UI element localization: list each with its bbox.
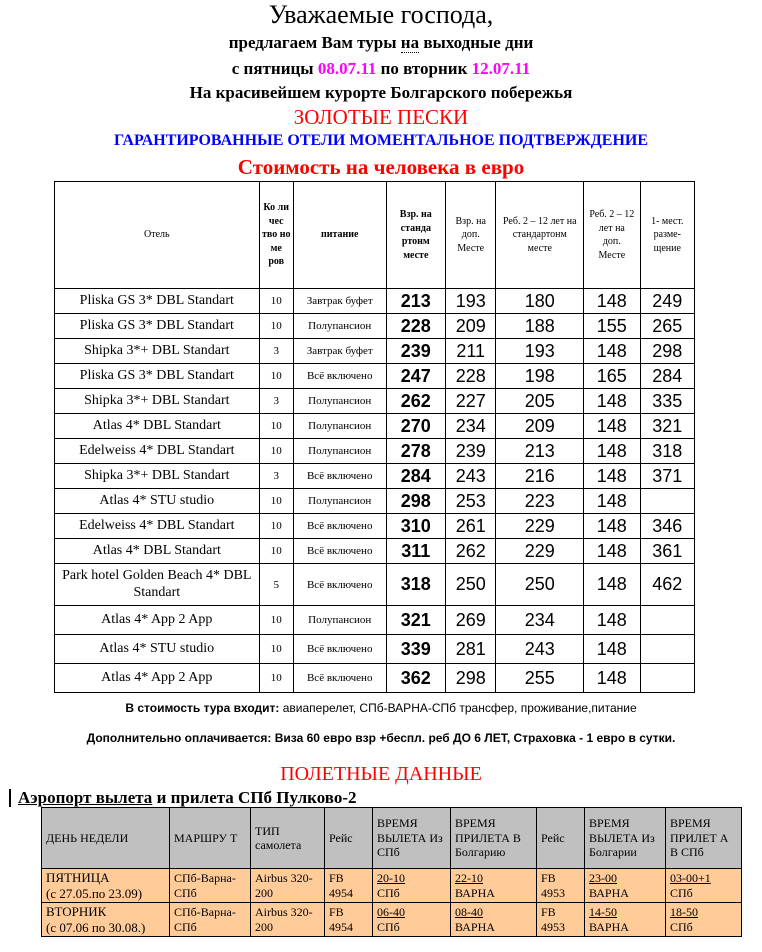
- single-price: 321: [640, 414, 694, 439]
- price-row: [55, 339, 695, 364]
- price-row: [55, 606, 695, 635]
- price-row: [55, 464, 695, 489]
- room-count-cell: 3: [259, 389, 293, 414]
- meal-cell: Завтрак буфет: [293, 339, 386, 364]
- included-note: [0, 701, 762, 715]
- weekday: ПЯТНИЦА: [46, 870, 110, 885]
- single-price: 265: [640, 314, 694, 339]
- adult-extra-price: 211: [446, 339, 496, 364]
- hotel-cell: Atlas 4* App 2 App: [55, 664, 260, 693]
- flight-cell: [666, 903, 742, 937]
- dates-line: [0, 60, 762, 77]
- included-label: В стоимость тура входит:: [125, 701, 280, 715]
- adult-extra-price: 253: [446, 489, 496, 514]
- hotel-cell: Atlas 4* DBL Standart: [55, 539, 260, 564]
- meal-cell: Всё включено: [293, 664, 386, 693]
- child-std-price: 205: [496, 389, 584, 414]
- resort-name: ЗОЛОТЫЕ ПЕСКИ: [293, 105, 469, 129]
- adult-extra-price: 261: [446, 514, 496, 539]
- fh-flight-back: Рейс: [537, 808, 585, 869]
- col-adult-extra-header: Взр. на доп. Месте: [446, 182, 496, 289]
- room-count-cell: 5: [259, 564, 293, 606]
- guarantee-line: ГАРАНТИРОВАННЫЕ ОТЕЛИ МОМЕНТАЛЬНОЕ ПОДТВЕРЖДЕНИЕ: [113, 132, 649, 149]
- room-count-cell: 10: [259, 364, 293, 389]
- child-extra-price: 148: [584, 414, 640, 439]
- room-count-cell: 10: [259, 514, 293, 539]
- single-price: 249: [640, 289, 694, 314]
- adult-std-price: 270: [386, 414, 445, 439]
- adult-std-price: 310: [386, 514, 445, 539]
- fh-route: МАРШРУ Т: [170, 808, 251, 869]
- adult-extra-price: 193: [446, 289, 496, 314]
- price-row: [55, 439, 695, 464]
- child-extra-price: 148: [584, 564, 640, 606]
- adult-std-price: 339: [386, 635, 445, 664]
- period: (с 27.05.по 23.09): [46, 885, 143, 901]
- flight-cell: [325, 903, 373, 937]
- adult-std-price: 321: [386, 606, 445, 635]
- price-row: [55, 664, 695, 693]
- hotel-cell: Edelweiss 4* DBL Standart: [55, 439, 260, 464]
- included-text: авиаперелет, СПб-ВАРНА-СПб трансфер, проживание,питание: [279, 701, 637, 715]
- greeting: Уважаемые господа,: [268, 0, 494, 29]
- airport-marker: [9, 789, 11, 807]
- price-row: [55, 539, 695, 564]
- dates-pre: с пятницы: [231, 59, 318, 78]
- child-std-price: 229: [496, 514, 584, 539]
- plane-type: Airbus 320-200: [255, 905, 313, 934]
- adult-std-price: 298: [386, 489, 445, 514]
- child-std-price: 229: [496, 539, 584, 564]
- hotel-cell: Atlas 4* STU studio: [55, 489, 260, 514]
- flights-table: [41, 807, 742, 937]
- room-count-cell: 10: [259, 414, 293, 439]
- fh-dep-bg: ВРЕМЯ ВЫЛЕТА Из Болгарии: [585, 808, 666, 869]
- meal-cell: Полупансион: [293, 389, 386, 414]
- single-price: [640, 489, 694, 514]
- child-extra-price: 148: [584, 514, 640, 539]
- single-price: [640, 606, 694, 635]
- price-row: [55, 489, 695, 514]
- room-count-cell: 10: [259, 489, 293, 514]
- meal-cell: Всё включено: [293, 464, 386, 489]
- flight-row: [42, 869, 742, 903]
- room-count-cell: 10: [259, 289, 293, 314]
- arrival-bulgaria-place: ВАРНА: [455, 885, 495, 900]
- adult-extra-price: 239: [446, 439, 496, 464]
- child-std-price: 180: [496, 289, 584, 314]
- arrival-bulgaria-place: ВАРНА: [455, 919, 495, 934]
- flight-cell: [170, 903, 251, 937]
- date-to: 12.07.11: [471, 59, 531, 78]
- flight-cell: [666, 869, 742, 903]
- adult-extra-price: 298: [446, 664, 496, 693]
- child-extra-price: 148: [584, 539, 640, 564]
- hotel-cell: Atlas 4* DBL Standart: [55, 414, 260, 439]
- airport-pre: Аэропорт вылета: [18, 788, 153, 807]
- child-extra-price: 155: [584, 314, 640, 339]
- flight-number-out: FB 4954: [329, 871, 353, 900]
- child-extra-price: 165: [584, 364, 640, 389]
- room-count-cell: 10: [259, 606, 293, 635]
- flight-cell: [325, 869, 373, 903]
- meal-cell: Всё включено: [293, 539, 386, 564]
- single-price: 361: [640, 539, 694, 564]
- arrival-spb-time: 18-50: [670, 905, 698, 920]
- hotel-cell: Atlas 4* App 2 App: [55, 606, 260, 635]
- flight-cell: [537, 869, 585, 903]
- adult-extra-price: 209: [446, 314, 496, 339]
- arrival-spb-place: СПб: [670, 919, 693, 934]
- flight-cell: [537, 903, 585, 937]
- hotel-cell: Atlas 4* STU studio: [55, 635, 260, 664]
- flights-header-row: [42, 808, 742, 869]
- col-child-std-header: Реб. 2 – 12 лет на стандартонм месте: [496, 182, 584, 289]
- hotel-cell: Shipka 3*+ DBL Standart: [55, 464, 260, 489]
- departure-bulgaria-place: ВАРНА: [589, 919, 629, 934]
- departure-spb-time: 20-10: [377, 871, 405, 886]
- hotel-cell: Edelweiss 4* DBL Standart: [55, 514, 260, 539]
- route: СПб-Варна-СПб: [174, 905, 236, 934]
- flight-cell: [42, 903, 170, 937]
- route: СПб-Варна-СПб: [174, 871, 236, 900]
- single-price: 335: [640, 389, 694, 414]
- meal-cell: Полупансион: [293, 439, 386, 464]
- departure-bulgaria-time: 23-00: [589, 871, 617, 886]
- child-std-price: 216: [496, 464, 584, 489]
- price-row: [55, 414, 695, 439]
- room-count-cell: 3: [259, 339, 293, 364]
- adult-std-price: 247: [386, 364, 445, 389]
- child-extra-price: 148: [584, 606, 640, 635]
- arrival-spb-place: СПб: [670, 885, 693, 900]
- adult-extra-price: 269: [446, 606, 496, 635]
- adult-std-price: 213: [386, 289, 445, 314]
- arrival-bulgaria-time: 22-10: [455, 871, 483, 886]
- period: (с 07.06 по 30.08.): [46, 919, 146, 935]
- single-price: 462: [640, 564, 694, 606]
- price-row: [55, 635, 695, 664]
- child-extra-price: 148: [584, 489, 640, 514]
- child-extra-price: 148: [584, 289, 640, 314]
- price-header-row: [55, 182, 695, 289]
- fh-dep-spb: ВРЕМЯ ВЫЛЕТА Из СПб: [373, 808, 451, 869]
- adult-extra-price: 243: [446, 464, 496, 489]
- adult-extra-price: 234: [446, 414, 496, 439]
- flight-number-back: FB 4953: [541, 871, 565, 900]
- fh-arr-spb: ВРЕМЯ ПРИЛЕТ А В СПб: [666, 808, 742, 869]
- weekday: ВТОРНИК: [46, 904, 107, 920]
- offer-line-post: выходные дни: [419, 33, 534, 52]
- price-row: [55, 514, 695, 539]
- single-price: 371: [640, 464, 694, 489]
- child-extra-price: 148: [584, 389, 640, 414]
- hotel-cell: Shipka 3*+ DBL Standart: [55, 339, 260, 364]
- adult-std-price: 239: [386, 339, 445, 364]
- adult-extra-price: 250: [446, 564, 496, 606]
- child-std-price: 188: [496, 314, 584, 339]
- child-extra-price: 148: [584, 635, 640, 664]
- departure-spb-place: СПб: [377, 919, 400, 934]
- fh-flight-out: Рейс: [325, 808, 373, 869]
- flight-cell: [373, 869, 451, 903]
- flight-cell: [585, 869, 666, 903]
- arrival-bulgaria-time: 08-40: [455, 905, 483, 920]
- single-price: 346: [640, 514, 694, 539]
- departure-spb-place: СПб: [377, 885, 400, 900]
- child-std-price: 193: [496, 339, 584, 364]
- single-price: 298: [640, 339, 694, 364]
- single-price: [640, 635, 694, 664]
- meal-cell: Всё включено: [293, 514, 386, 539]
- room-count-cell: 10: [259, 439, 293, 464]
- offer-line: [0, 34, 762, 51]
- col-meal-header: питание: [293, 182, 386, 289]
- flight-cell: [251, 903, 325, 937]
- adult-extra-price: 228: [446, 364, 496, 389]
- hotel-cell: Park hotel Golden Beach 4* DBL Standart: [55, 564, 260, 606]
- flight-cell: [451, 869, 537, 903]
- airport-line: [18, 788, 357, 808]
- cost-title: Стоимость на человека в евро: [237, 155, 525, 179]
- child-std-price: 234: [496, 606, 584, 635]
- departure-spb-time: 06-40: [377, 905, 405, 920]
- child-extra-price: 148: [584, 664, 640, 693]
- col-single-header: 1- мест. разме- щение: [640, 182, 694, 289]
- adult-std-price: 362: [386, 664, 445, 693]
- child-std-price: 250: [496, 564, 584, 606]
- room-count-cell: 10: [259, 664, 293, 693]
- child-std-price: 209: [496, 414, 584, 439]
- flight-cell: [451, 903, 537, 937]
- airport-post: и прилета СПб Пулково-2: [152, 788, 357, 807]
- price-row: [55, 314, 695, 339]
- price-row: [55, 289, 695, 314]
- date-from: 08.07.11: [317, 59, 377, 78]
- child-std-price: 255: [496, 664, 584, 693]
- adult-std-price: 311: [386, 539, 445, 564]
- meal-cell: Полупансион: [293, 489, 386, 514]
- room-count-cell: 10: [259, 314, 293, 339]
- meal-cell: Всё включено: [293, 364, 386, 389]
- child-std-price: 198: [496, 364, 584, 389]
- room-count-cell: 10: [259, 539, 293, 564]
- child-std-price: 243: [496, 635, 584, 664]
- hotel-cell: Pliska GS 3* DBL Standart: [55, 314, 260, 339]
- room-count-cell: 3: [259, 464, 293, 489]
- flights-title: ПОЛЕТНЫЕ ДАННЫЕ: [280, 763, 482, 785]
- child-std-price: 223: [496, 489, 584, 514]
- offer-line-pre: предлагаем Вам туры: [228, 33, 401, 52]
- room-count-cell: 10: [259, 635, 293, 664]
- col-child-extra-header: Реб. 2 – 12 лет на доп. Месте: [584, 182, 640, 289]
- adult-std-price: 278: [386, 439, 445, 464]
- adult-extra-price: 227: [446, 389, 496, 414]
- child-extra-price: 148: [584, 464, 640, 489]
- meal-cell: Всё включено: [293, 564, 386, 606]
- offer-line-na: на: [400, 33, 420, 52]
- arrival-spb-time: 03-00+1: [670, 871, 711, 886]
- price-table: [54, 181, 695, 693]
- col-hotel-header: Отель: [55, 182, 260, 289]
- child-std-price: 213: [496, 439, 584, 464]
- meal-cell: Всё включено: [293, 635, 386, 664]
- extra-payment-note: Дополнительно оплачивается: Виза 60 евро взр +беспл. реб ДО 6 ЛЕТ, Страховка - 1 евро в сутки.: [86, 731, 676, 745]
- flight-cell: [42, 869, 170, 903]
- flight-cell: [170, 869, 251, 903]
- flight-cell: [251, 869, 325, 903]
- price-row: [55, 364, 695, 389]
- coast-line: На красивейшем курорте Болгарского побережья: [189, 83, 573, 102]
- plane-type: Airbus 320-200: [255, 871, 313, 900]
- flight-number-back: FB 4953: [541, 905, 565, 934]
- col-count-header: Ко ли чес тво но ме ров: [259, 182, 293, 289]
- adult-std-price: 228: [386, 314, 445, 339]
- single-price: [640, 664, 694, 693]
- adult-extra-price: 262: [446, 539, 496, 564]
- single-price: 318: [640, 439, 694, 464]
- adult-extra-price: 281: [446, 635, 496, 664]
- adult-std-price: 284: [386, 464, 445, 489]
- adult-std-price: 318: [386, 564, 445, 606]
- departure-bulgaria-place: ВАРНА: [589, 885, 629, 900]
- child-extra-price: 148: [584, 339, 640, 364]
- hotel-cell: Shipka 3*+ DBL Standart: [55, 389, 260, 414]
- meal-cell: Полупансион: [293, 606, 386, 635]
- meal-cell: Полупансион: [293, 314, 386, 339]
- single-price: 284: [640, 364, 694, 389]
- hotel-cell: Pliska GS 3* DBL Standart: [55, 289, 260, 314]
- meal-cell: Полупансион: [293, 414, 386, 439]
- hotel-cell: Pliska GS 3* DBL Standart: [55, 364, 260, 389]
- flight-row: [42, 903, 742, 937]
- price-row: [55, 564, 695, 606]
- child-extra-price: 148: [584, 439, 640, 464]
- fh-plane: ТИП самолета: [251, 808, 325, 869]
- fh-arr-bg: ВРЕМЯ ПРИЛЕТА В Болгарию: [451, 808, 537, 869]
- col-adult-std-header: Взр. на станда ртонм месте: [386, 182, 445, 289]
- price-row: [55, 389, 695, 414]
- fh-day: ДЕНЬ НЕДЕЛИ: [42, 808, 170, 869]
- departure-bulgaria-time: 14-50: [589, 905, 617, 920]
- meal-cell: Завтрак буфет: [293, 289, 386, 314]
- adult-std-price: 262: [386, 389, 445, 414]
- flight-number-out: FB 4954: [329, 905, 353, 934]
- flight-cell: [585, 903, 666, 937]
- flight-cell: [373, 903, 451, 937]
- dates-mid: по вторник: [376, 59, 472, 78]
